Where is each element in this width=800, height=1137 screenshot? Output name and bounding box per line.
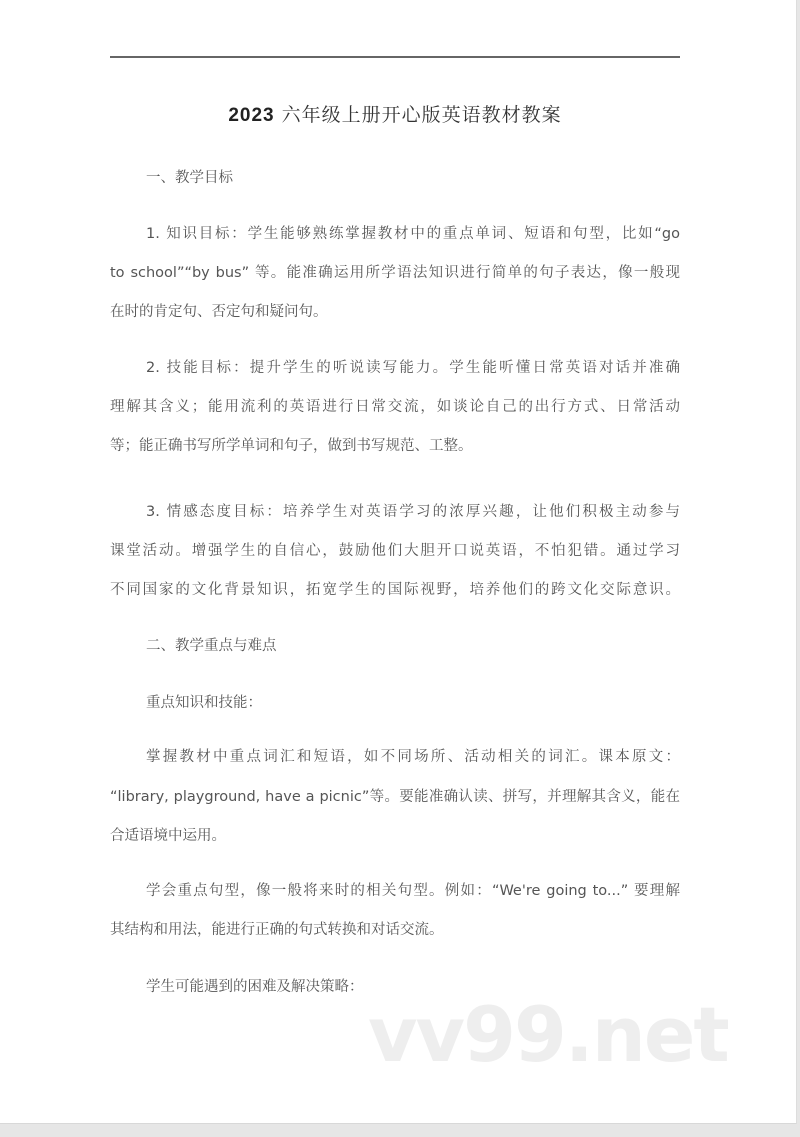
p4-line: “library, playground, have a picnic”等。要能准确认读、拼写，并理解其含义，能在: [110, 789, 680, 805]
header-rule: [110, 56, 680, 58]
subheading-key-skills: 重点知识和技能：: [146, 695, 262, 711]
subheading-difficulties: 学生可能遇到的困难及解决策略：: [146, 979, 364, 995]
p2-line: 理解其含义；能用流利的英语进行日常交流，如谈论自己的出行方式、日常活动: [110, 399, 680, 415]
p5-line: 学会重点句型，像一般将来时的相关句型。例如：“We're going to...” 要理解: [146, 883, 680, 899]
heading-2: 二、教学重点与难点: [146, 638, 277, 654]
title-year: 2023: [228, 105, 275, 126]
p1-line: 在时的肯定句、否定句和疑问句。: [110, 304, 328, 320]
heading-1: 一、教学目标: [146, 170, 233, 186]
watermark: vv99.net: [368, 990, 728, 1079]
page-title: [110, 100, 680, 127]
p3-line: 不同国家的文化背景知识，拓宽学生的国际视野，培养他们的跨文化交际意识。: [110, 582, 680, 598]
p1-line: 1. 知识目标：学生能够熟练掌握教材中的重点单词、短语和句型，比如“go: [146, 226, 680, 242]
p1-line: to school”“by bus” 等。能准确运用所学语法知识进行简单的句子表达，像一般现: [110, 265, 680, 281]
p4-line: 合适语境中运用。: [110, 828, 226, 844]
p2-line: 等；能正确书写所学单词和句子，做到书写规范、工整。: [110, 438, 473, 454]
p3-line: 课堂活动。增强学生的自信心，鼓励他们大胆开口说英语，不怕犯错。通过学习: [110, 543, 680, 559]
p4-line: 掌握教材中重点词汇和短语，如不同场所、活动相关的词汇。课本原文：: [146, 749, 680, 765]
p3-line: 3. 情感态度目标：培养学生对英语学习的浓厚兴趣，让他们积极主动参与: [146, 504, 680, 520]
p2-line: 2. 技能目标：提升学生的听说读写能力。学生能听懂日常英语对话并准确: [146, 360, 680, 376]
title-text: 六年级上册开心版英语教材教案: [281, 104, 562, 126]
p5-line: 其结构和用法，能进行正确的句式转换和对话交流。: [110, 922, 444, 938]
